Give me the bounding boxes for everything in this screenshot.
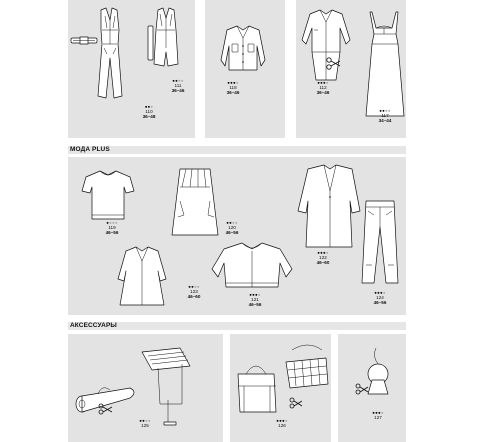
bag-126-basket	[286, 345, 328, 388]
model-label-123	[182, 284, 206, 300]
director-chair-125	[142, 348, 190, 425]
model-label-110	[137, 104, 161, 120]
model-label-121	[243, 292, 267, 308]
model-sizes-117: 34–44	[378, 118, 392, 124]
romper-111	[148, 8, 178, 66]
difficulty-dots-120: ●●●●	[226, 220, 238, 225]
model-label-120	[220, 220, 244, 236]
difficulty-dots-127: ●●●●	[372, 410, 384, 415]
accessories-right-drawing	[338, 334, 406, 442]
model-number-127: 127	[374, 415, 382, 420]
model-number-124: 124	[376, 295, 384, 300]
difficulty-dots-125: ●●●●	[139, 418, 151, 423]
model-label-111	[166, 78, 190, 94]
trousers-124	[362, 201, 398, 283]
difficulty-dots-122: ●●●●	[317, 250, 329, 255]
model-label-117	[372, 108, 398, 124]
model-sizes-119: 46–56	[105, 230, 119, 236]
bomber-121	[212, 243, 292, 287]
model-sizes-124: 46–56	[373, 300, 387, 306]
model-label-122	[311, 250, 335, 266]
model-number-112: 112	[319, 85, 327, 90]
belt-illustration	[71, 37, 97, 44]
model-number-118: 118	[229, 85, 237, 90]
difficulty-dots-112: ●●●●	[317, 80, 329, 85]
model-number-121: 121	[251, 297, 259, 302]
model-number-120: 120	[228, 225, 236, 230]
model-number-123: 123	[190, 289, 198, 294]
model-number-126: 126	[278, 423, 286, 428]
model-label-127	[366, 410, 390, 420]
model-label-112	[310, 80, 336, 96]
model-number-117: 117	[381, 113, 389, 118]
plus-size-drawings	[68, 157, 406, 315]
model-number-125: 125	[141, 423, 149, 428]
model-number-111: 111	[174, 83, 182, 88]
bag-126-front	[238, 366, 276, 412]
difficulty-dots-111: ●●●●	[172, 78, 184, 83]
difficulty-dots-117: ●●●●	[379, 108, 391, 113]
skirt-120	[172, 169, 218, 235]
hanging-pouch-127	[368, 348, 388, 394]
section-title-accessories: АКСЕССУАРЫ	[70, 322, 117, 329]
model-sizes-112: 36–46	[316, 90, 330, 96]
difficulty-dots-124: ●●●●	[374, 290, 386, 295]
model-label-125	[133, 418, 157, 428]
difficulty-dots-118: ●●●●	[227, 80, 239, 85]
model-sizes-122: 46–60	[316, 260, 330, 266]
shirt-dress-112	[302, 10, 350, 80]
strap-dress-117	[366, 12, 404, 116]
top-119	[82, 171, 134, 219]
model-number-110: 110	[145, 109, 153, 114]
scissors-icon-127	[356, 384, 368, 394]
model-label-118	[221, 80, 245, 96]
jumpsuit-110	[98, 8, 122, 98]
scissors-icon-126	[290, 398, 302, 408]
section-bar-plus	[68, 146, 406, 154]
difficulty-dots-123: ●●●●	[188, 284, 200, 289]
section-bar-accessories	[68, 322, 406, 330]
model-sizes-121: 46–56	[248, 302, 262, 308]
difficulty-dots-110: ●●●	[144, 104, 154, 109]
model-label-126	[270, 418, 294, 428]
difficulty-dots-119: ●●●●	[106, 220, 118, 225]
model-label-119	[100, 220, 124, 236]
model-sizes-123: 46–60	[187, 294, 201, 300]
model-number-119: 119	[108, 225, 116, 230]
tunic-123	[118, 247, 166, 305]
model-sizes-120: 46–56	[225, 230, 239, 236]
jacket-118-drawing	[205, 0, 285, 138]
jumpsuit-110-drawing	[68, 0, 195, 138]
section-title-plus: МОДА PLUS	[70, 146, 110, 153]
model-sizes-118: 36–46	[226, 90, 240, 96]
difficulty-dots-121: ●●●●	[249, 292, 261, 297]
model-sizes-110: 36–48	[142, 114, 156, 120]
coat-122	[298, 165, 360, 247]
model-sizes-111: 36–46	[171, 88, 185, 94]
model-number-122: 122	[319, 255, 327, 260]
model-label-124	[368, 290, 392, 306]
difficulty-dots-126: ●●●●	[276, 418, 288, 423]
